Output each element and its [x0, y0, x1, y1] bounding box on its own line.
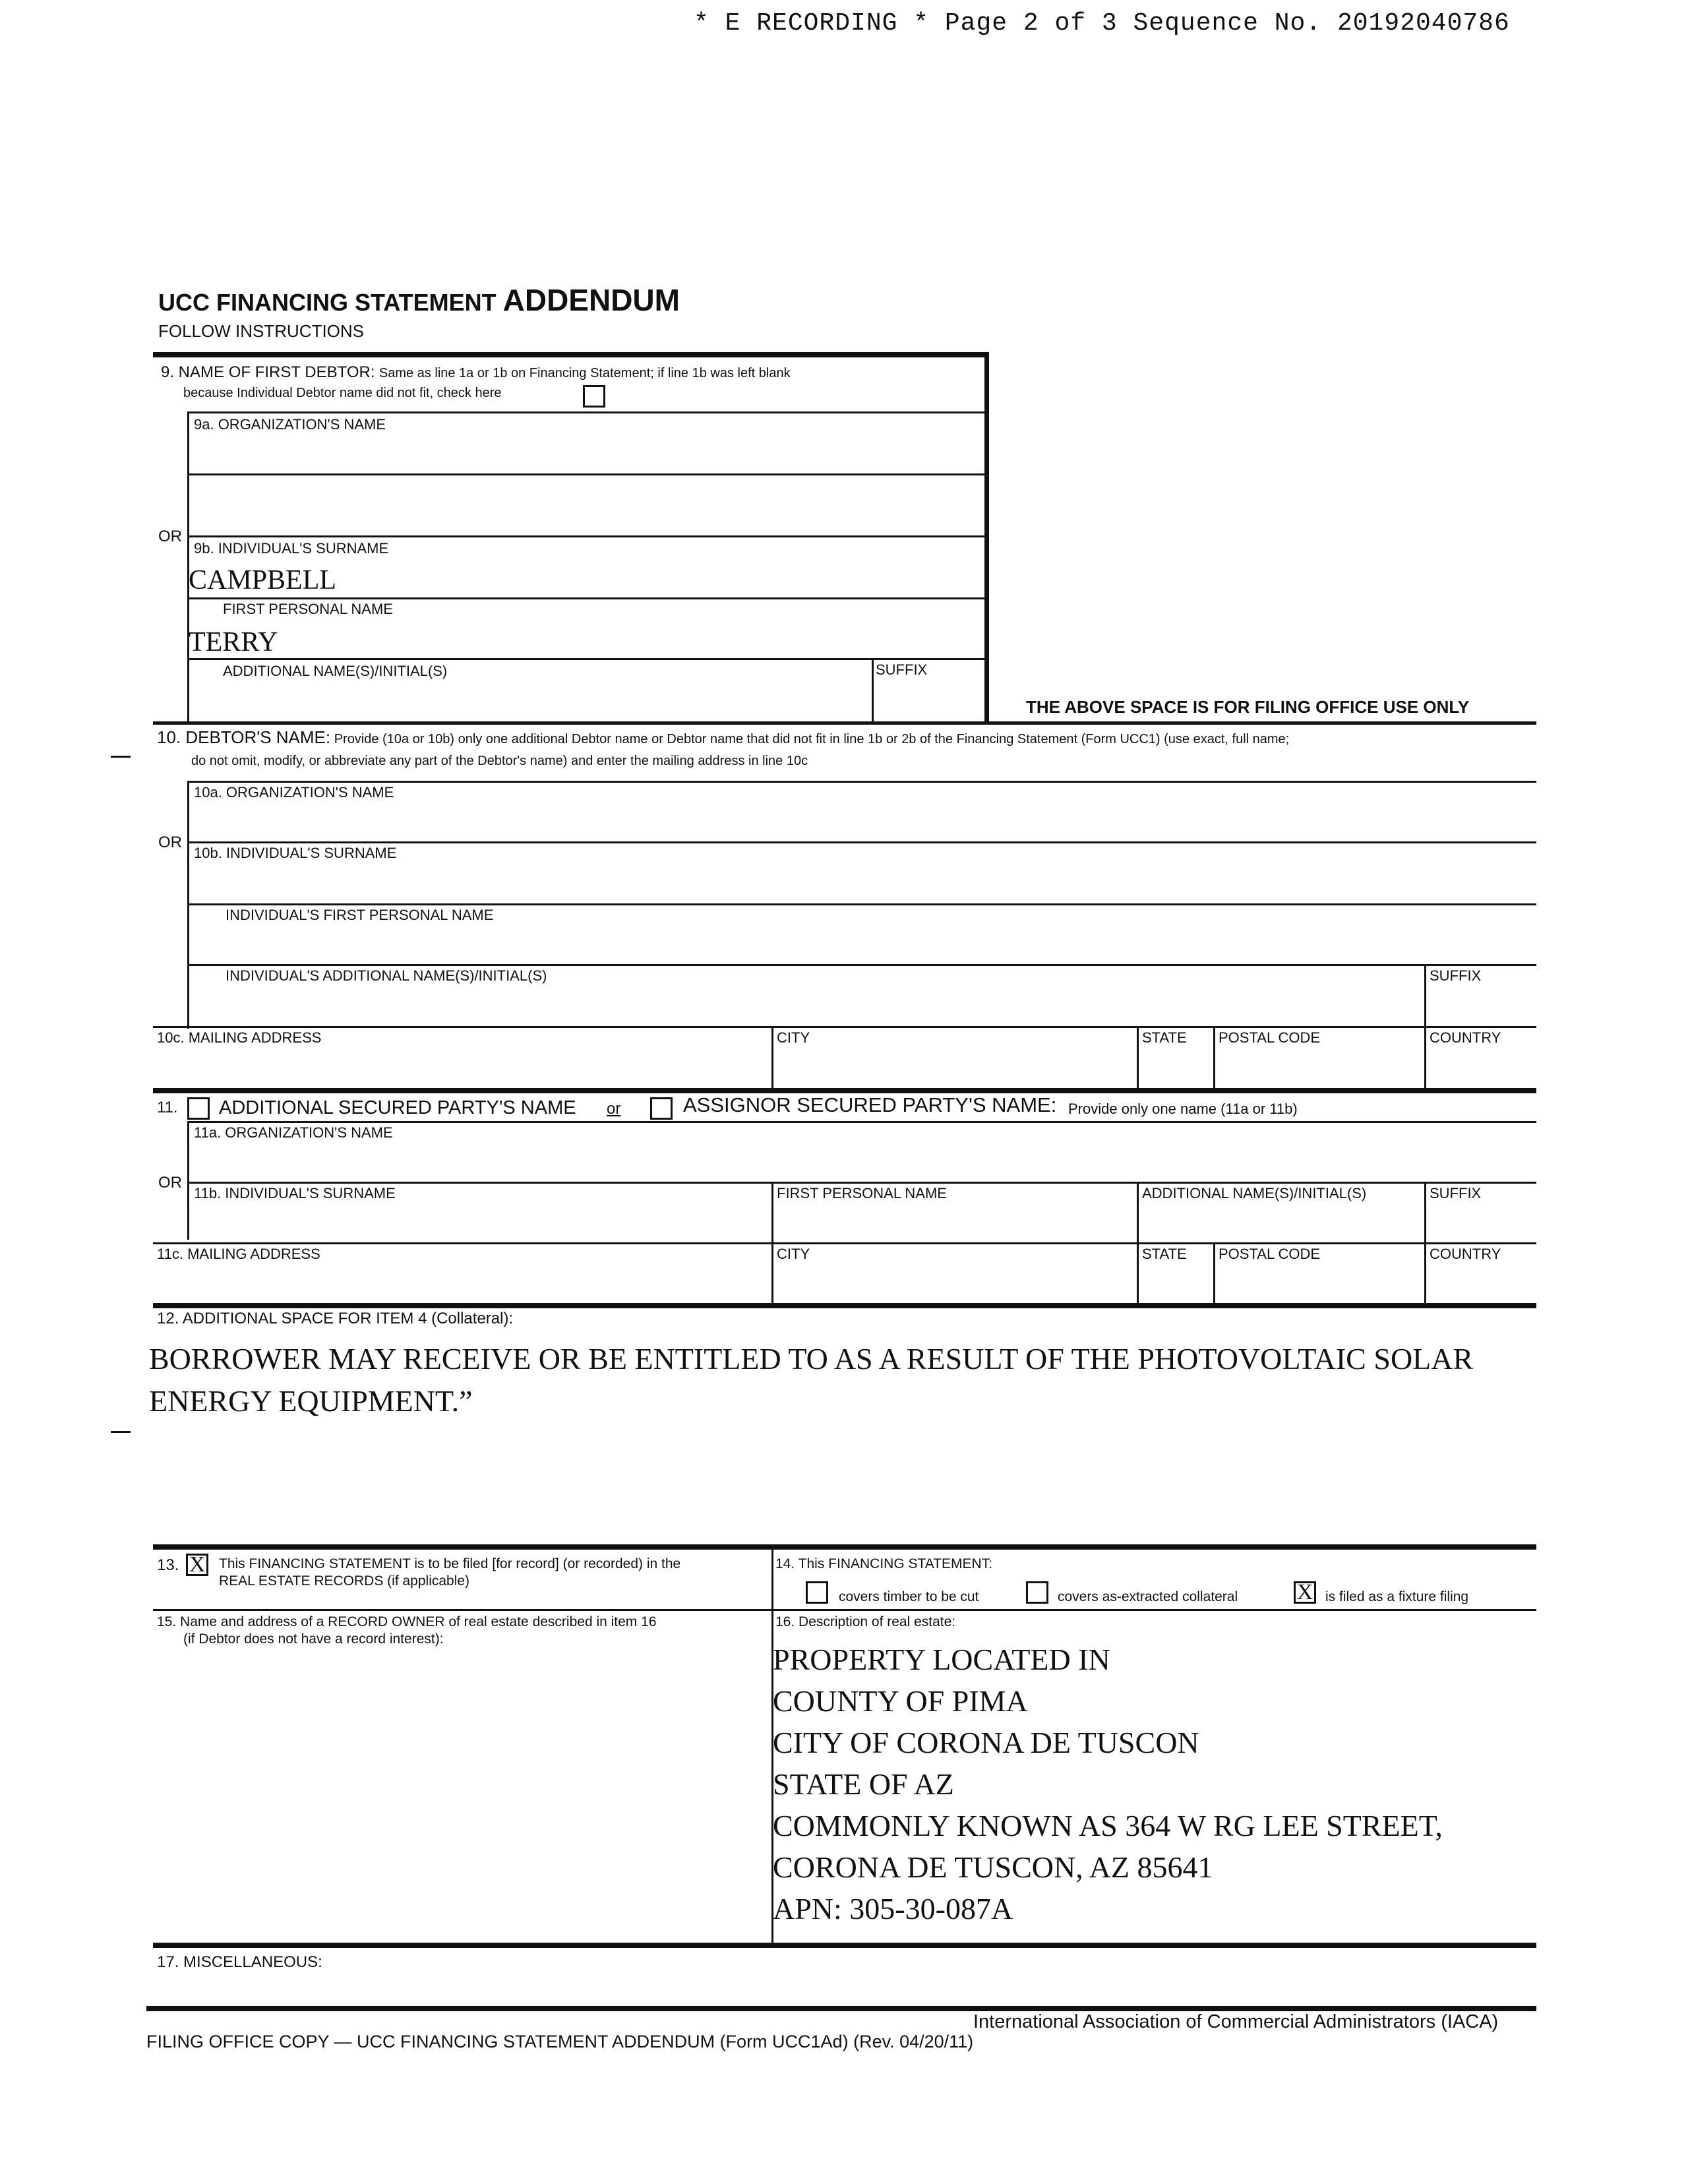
item16-line-2: COUNTY OF PIMA: [773, 1684, 1028, 1718]
item11-postal-divider: [1213, 1242, 1215, 1304]
item10-line-c: [187, 903, 1536, 905]
item10c-mailing-label: 10c. MAILING ADDRESS: [157, 1029, 322, 1046]
follow-instructions: FOLLOW INSTRUCTIONS: [158, 321, 365, 341]
footer-copy-text: FILING OFFICE COPY — UCC FINANCING STATEMENT ADDENDUM (Form UCC1Ad) (Rev. 04/20/11): [146, 2032, 974, 2051]
item9-line-e: [187, 658, 985, 660]
item10-line-a: [187, 781, 1536, 783]
item11-country-label: COUNTRY: [1430, 1246, 1501, 1262]
item14-timber-label: covers timber to be cut: [839, 1589, 979, 1604]
item14-fixture-checkbox[interactable]: X: [1294, 1581, 1316, 1604]
item11-state-label: STATE: [1142, 1246, 1187, 1262]
item16-line-4: STATE OF AZ: [773, 1767, 954, 1801]
item13-text-2: REAL ESTATE RECORDS (if applicable): [219, 1573, 470, 1589]
footer-border: [146, 2006, 1536, 2011]
item10-city-divider: [771, 1026, 773, 1091]
form-title: [158, 282, 680, 318]
item9-top-border: [153, 352, 989, 357]
item9b-surname-label: 9b. INDIVIDUAL'S SURNAME: [194, 540, 389, 557]
item10-postal-divider: [1213, 1026, 1215, 1091]
item14-timber-checkbox[interactable]: [806, 1581, 828, 1604]
filing-office-note: THE ABOVE SPACE IS FOR FILING OFFICE USE ONLY: [1026, 697, 1470, 717]
form-title-addendum: ADDENDUM: [502, 283, 680, 317]
item13-text-1: This FINANCING STATEMENT is to be filed [for record] (or recorded) in the: [219, 1556, 681, 1571]
item11a-org-label: 11a. ORGANIZATION'S NAME: [194, 1124, 393, 1141]
item17-label: 17. MISCELLANEOUS:: [157, 1953, 322, 1971]
item11b-surname-label: 11b. INDIVIDUAL'S SURNAME: [194, 1185, 396, 1201]
item10-line-d: [187, 964, 1536, 966]
item10-postal-label: POSTAL CODE: [1219, 1029, 1321, 1046]
item11-or-label: OR: [158, 1174, 182, 1192]
item9-line-d: [187, 597, 985, 599]
item10-suffix-label: SUFFIX: [1430, 967, 1482, 984]
item9-or-label: OR: [158, 528, 182, 545]
item11c-mailing-label: 11c. MAILING ADDRESS: [157, 1246, 320, 1262]
item10-country-label: COUNTRY: [1430, 1029, 1501, 1046]
footer-copy-label: [146, 2034, 973, 2049]
item10-heading-2: do not omit, modify, or abbreviate any part of the Debtor's name) and enter the mailing address in line 10c: [191, 754, 808, 768]
item10-city-label: CITY: [777, 1029, 810, 1046]
item10-heading: 10. DEBTOR'S NAME: Provide (10a or 10b) only one additional Debtor name or Debtor name that did not fit in line 1b or 2b of the Financing Statement (Form UCC1) (use exact, full name;: [157, 727, 1290, 747]
item11-suffix-label: SUFFIX: [1430, 1185, 1482, 1201]
item13-num: 13.: [157, 1556, 179, 1574]
item11-additional-label: ADDITIONAL SECURED PARTY'S NAME: [219, 1097, 576, 1118]
item16-label: 16. Description of real estate:: [775, 1614, 956, 1629]
item9-line-b: [187, 473, 985, 475]
item9b-surname-value: CAMPBELL: [189, 565, 337, 595]
item11-line-b: [187, 1182, 1536, 1184]
item11-assignor-checkbox[interactable]: [650, 1097, 673, 1120]
item9a-org-label: 9a. ORGANIZATION'S NAME: [194, 416, 386, 433]
item11-city-label: CITY: [777, 1246, 810, 1262]
recording-header: * E RECORDING * Page 2 of 3 Sequence No. 20192040786: [694, 9, 1510, 38]
item9-suffix-divider: [872, 658, 874, 721]
item14-fixture-label: is filed as a fixture filing: [1325, 1589, 1469, 1604]
item10-additional-label: INDIVIDUAL'S ADDITIONAL NAME(S)/INITIAL(S): [226, 967, 547, 984]
item10-or-label: OR: [158, 834, 182, 851]
item9-line-c: [187, 535, 985, 537]
item16-line-5: COMMONLY KNOWN AS 364 W RG LEE STREET,: [773, 1809, 1443, 1842]
item11-left-border: [187, 1121, 189, 1240]
item11-additional-name-label: ADDITIONAL NAME(S)/INITIAL(S): [1142, 1185, 1367, 1201]
item16-line-3: CITY OF CORONA DE TUSCON: [773, 1726, 1199, 1759]
item9-suffix-label: SUFFIX: [876, 661, 928, 678]
item16-line-7: APN: 305-30-087A: [773, 1892, 1013, 1926]
item10a-org-label: 10a. ORGANIZATION'S NAME: [194, 784, 394, 801]
item11-additional-checkbox[interactable]: [187, 1097, 210, 1120]
item10-top-border: [153, 721, 1536, 725]
item15-label-1: 15. Name and address of a RECORD OWNER of real estate described in item 16: [157, 1614, 657, 1629]
item11-top-border: [153, 1088, 1536, 1093]
item11-assignor-label: ASSIGNOR SECURED PARTY'S NAME:: [683, 1093, 1057, 1116]
item10b-surname-label: 10b. INDIVIDUAL'S SURNAME: [194, 845, 397, 861]
item9-first-name-value: TERRY: [189, 627, 278, 657]
item12-collateral-line-2: ENERGY EQUIPMENT.”: [149, 1384, 473, 1418]
item9-right-border: [984, 352, 989, 721]
item10-state-divider: [1137, 1026, 1139, 1091]
item9-heading-2: because Individual Debtor name did not fit, check here: [183, 386, 502, 400]
item9-same-as-checkbox[interactable]: [583, 385, 605, 408]
item12-label: 12. ADDITIONAL SPACE FOR ITEM 4 (Collateral):: [157, 1310, 514, 1327]
item17-top-border: [153, 1943, 1536, 1948]
item16-line-6: CORONA DE TUSCON, AZ 85641: [773, 1850, 1213, 1884]
margin-tick-2: [111, 1431, 131, 1433]
item13-top-border: [153, 1544, 1536, 1550]
item11-line-a: [187, 1121, 1536, 1123]
item9-additional-label: ADDITIONAL NAME(S)/INITIAL(S): [223, 663, 448, 679]
item10-line-e: [153, 1026, 1536, 1028]
item11-postal-label: POSTAL CODE: [1219, 1246, 1321, 1262]
footer-iaca: International Association of Commercial Administrators (IACA): [973, 2011, 1499, 2032]
item14-extracted-checkbox[interactable]: [1026, 1581, 1048, 1604]
item15-top-border: [153, 1609, 1536, 1611]
item9-line-a: [187, 411, 985, 413]
item14-extracted-label: covers as-extracted collateral: [1058, 1589, 1238, 1604]
item11-num: 11.: [157, 1099, 178, 1116]
item12-collateral-line-1: BORROWER MAY RECEIVE OR BE ENTITLED TO AS A RESULT OF THE PHOTOVOLTAIC SOLAR: [149, 1342, 1474, 1376]
item10-state-label: STATE: [1142, 1029, 1187, 1046]
item11-or-word: or: [607, 1100, 621, 1118]
item16-line-1: PROPERTY LOCATED IN: [773, 1643, 1110, 1676]
form-title-main: UCC FINANCING STATEMENT: [158, 289, 503, 316]
item15-label-2: (if Debtor does not have a record interest):: [183, 1631, 444, 1647]
item11-line-c: [153, 1242, 1536, 1244]
item11-first-name-label: FIRST PERSONAL NAME: [777, 1185, 947, 1201]
item14-label: 14. This FINANCING STATEMENT:: [775, 1556, 993, 1571]
item9-first-name-label: FIRST PERSONAL NAME: [223, 601, 393, 617]
item10-line-b: [187, 841, 1536, 843]
margin-tick-1: [111, 756, 131, 758]
item9-heading: 9. NAME OF FIRST DEBTOR: Same as line 1a or 1b on Financing Statement; if line 1b was left blank: [161, 363, 791, 381]
item11-provide-text: Provide only one name (11a or 11b): [1068, 1101, 1298, 1117]
item13-real-estate-checkbox[interactable]: X: [186, 1554, 208, 1576]
item10-first-name-label: INDIVIDUAL'S FIRST PERSONAL NAME: [226, 907, 494, 923]
item12-top-border: [153, 1303, 1536, 1308]
